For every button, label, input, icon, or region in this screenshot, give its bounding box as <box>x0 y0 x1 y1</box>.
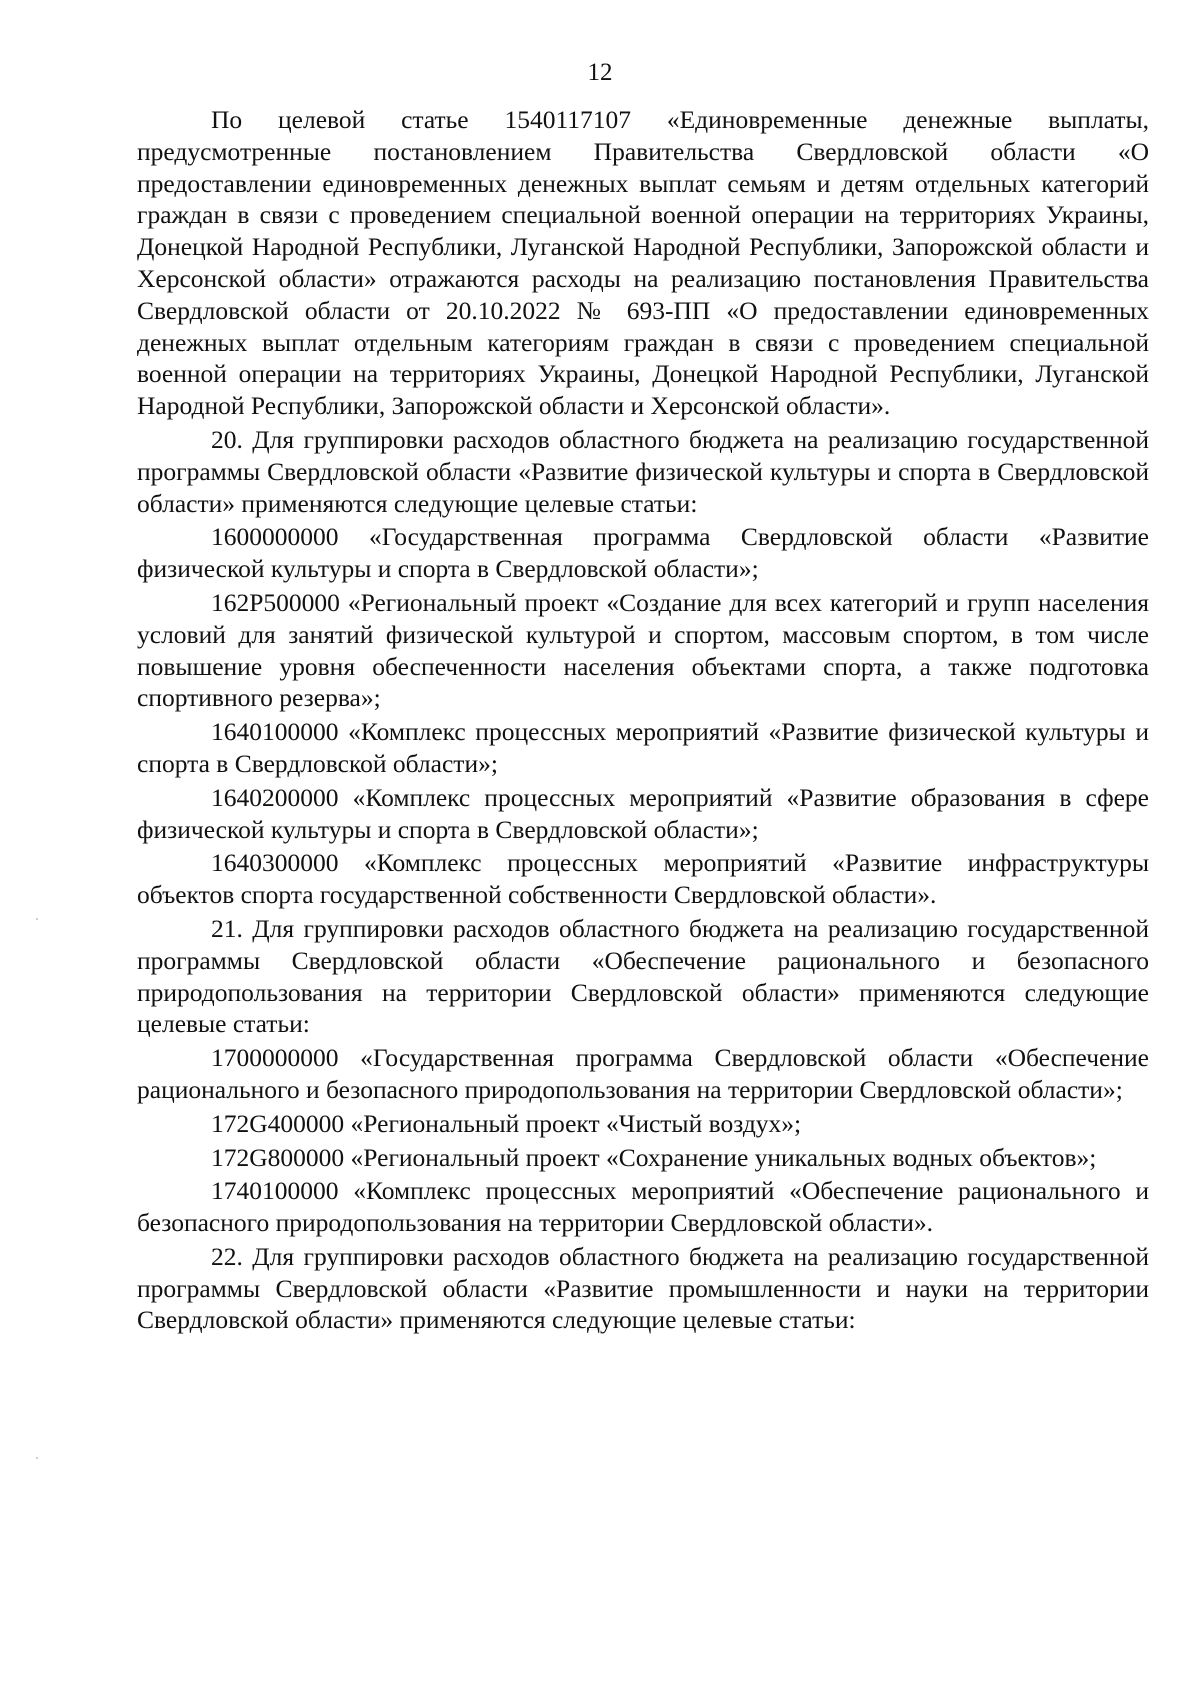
document-body <box>137 104 1149 1338</box>
scan-speck <box>36 1457 38 1459</box>
paragraph-item-22: 22. Для группировки расходов областного бюджета на реализацию государственной программы Свердловской области «Развитие промышленности и науки на территории Свердловской области» применяются следующие целевые статьи: <box>137 1241 1149 1335</box>
paragraph-article-1640200000: 1640200000 «Комплекс процессных мероприятий «Развитие образования в сфере физической культуры и спорта в Свердловской области»; <box>137 782 1149 844</box>
paragraph-article-1700000000: 1700000000 «Государственная программа Свердловской области «Обеспечение рационального и безопасного природопользования на территории Свердловской области»; <box>137 1043 1149 1104</box>
paragraph-article-172G800000: 172G800000 «Региональный проект «Сохранение уникальных водных объектов»; <box>211 1142 1097 1172</box>
paragraph-article-1640100000: 1640100000 «Комплекс процессных мероприятий «Развитие физической культуры и спорта в Свердловской области»; <box>137 717 1149 778</box>
paragraph-article-1600000000: 1600000000 «Государственная программа Свердловской области «Развитие физической культуры и спорта в Свердловской области»; <box>137 522 1149 584</box>
paragraph-item-20: 20. Для группировки расходов областного бюджета на реализацию государственной программы Свердловской области «Развитие физической культуры и спорта в Свердловской области» применяются следующие целевые статьи: <box>137 424 1149 518</box>
paragraph-item-21: 21. Для группировки расходов областного бюджета на реализацию государственной программы Свердловской области «Обеспечение рационального и безопасного природопользования на территории Свердловской области» применяются следующие целевые статьи: <box>137 913 1149 1039</box>
scan-speck <box>36 918 38 920</box>
paragraph-article-162P500000: 162P500000 «Региональный проект «Создание для всех категорий и групп населения условий для занятий физической культурой и спортом, массовым спортом, в том числе повышение уровня обеспеченности населения объектами спорта, а также подготовка спортивного резерва»; <box>137 587 1149 713</box>
paragraph-article-1640300000: 1640300000 «Комплекс процессных мероприятий «Развитие инфраструктуры объектов спорта государственной собственности Свердловской области». <box>137 848 1149 910</box>
paragraph-article-172G400000: 172G400000 «Региональный проект «Чистый воздух»; <box>211 1108 802 1138</box>
paragraph-article-1740100000: 1740100000 «Комплекс процессных мероприятий «Обеспечение рационального и безопасного природопользования на территории Свердловской области». <box>137 1176 1149 1238</box>
page-number: 12 <box>587 59 613 86</box>
paragraph-target-article-1540117107: По целевой статье 1540117107 «Единовременные денежные выплаты, предусмотренные постановлением Правительства Свердловской области «О предоставлении единовременных денежных выплат семьям и детям отдельных категорий граждан в связи с проведением специальной военной операции на территориях Украины, Донецкой Народной Республики, Луганской Народной Республики, Запорожской области и Херсонской области» отражаются расходы на реализацию постановления Правительства Свердловской области от 20.10.2022 № 693-ПП «О предоставлении единовременных денежных выплат отдельным категориям граждан в связи с проведением специальной военной операции на территориях Украины, Донецкой Народной Республики, Луганской Народной Республики, Запорожской области и Херсонской области». <box>137 105 1149 421</box>
